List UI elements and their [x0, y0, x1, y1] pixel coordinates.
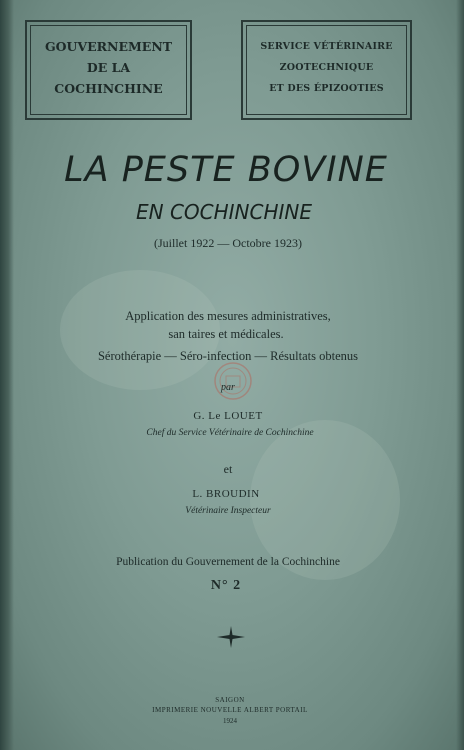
government-box: [25, 20, 192, 120]
author-1-name: G. Le LOUET: [193, 410, 263, 422]
date-range: (Juillet 1922 — Octobre 1923): [154, 236, 302, 250]
cover-title: LA PESTE BOVINE: [64, 150, 388, 190]
author-1-role: Chef du Service Vétérinaire de Cochinchine: [146, 428, 314, 438]
and-label: et: [223, 462, 233, 476]
imprint-year: 1924: [223, 717, 237, 725]
service-line-1: SERVICE VÉTÉRINAIRE: [260, 41, 393, 52]
imprint-city: SAIGON: [215, 696, 245, 704]
imprint-printer: IMPRIMERIE NOUVELLE ALBERT PORTAIL: [152, 706, 308, 714]
right-edge-shadow: [456, 0, 464, 750]
service-line-3: ET DES ÉPIZOOTIES: [269, 83, 384, 94]
publication-line: Publication du Gouvernement de la Cochinchine: [116, 556, 340, 568]
service-box: [241, 20, 412, 120]
library-stamp-icon: [212, 360, 254, 402]
ornament-star-icon: [217, 626, 245, 648]
government-line-2: DE LA: [86, 60, 131, 75]
government-line-3: COCHINCHINE: [54, 81, 163, 96]
spine-shadow: [0, 0, 14, 750]
service-line-2: ZOOTECHNIQUE: [279, 62, 374, 73]
by-label: par: [221, 382, 235, 393]
description-line-2: san taires et médicales.: [168, 327, 284, 341]
author-2-role: Vétérinaire Inspecteur: [185, 506, 271, 516]
author-2-name: L. BROUDIN: [192, 488, 260, 500]
description-line-1: Application des mesures administratives,: [125, 309, 331, 323]
issue-number: N° 2: [210, 578, 242, 593]
cover-subtitle: EN COCHINCHINE: [135, 200, 313, 224]
description-line-3: Sérothérapie — Séro-infection — Résultats obtenus: [97, 349, 358, 363]
government-line-1: GOUVERNEMENT: [44, 39, 173, 54]
